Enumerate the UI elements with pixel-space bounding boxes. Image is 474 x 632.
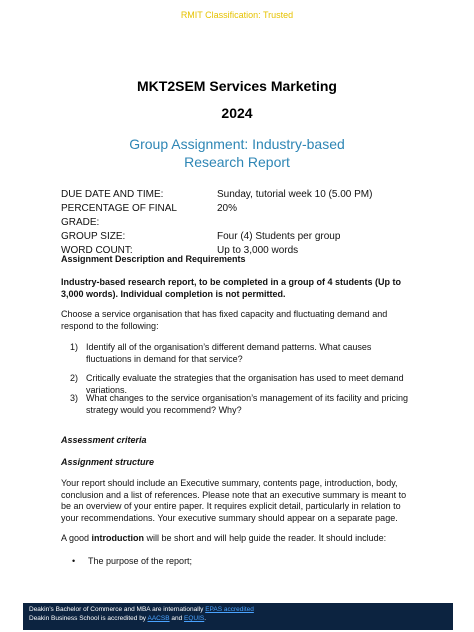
intro-sentence-bold: introduction — [91, 533, 145, 543]
detail-label: WORD COUNT: — [61, 245, 133, 256]
footer-bar — [23, 603, 453, 630]
footer-line-1 — [29, 605, 447, 614]
detail-row-percentage — [61, 202, 421, 230]
footer-text: Deakin’s Bachelor of Commerce and MBA are internationally — [29, 606, 206, 613]
assessment-criteria-heading: Assessment criteria — [61, 435, 147, 445]
detail-row-due-date — [61, 188, 421, 202]
question-number: 2) — [70, 373, 79, 383]
bullet-icon: • — [72, 556, 76, 566]
question-number: 3) — [70, 393, 79, 403]
intro-sentence-after: will be short and will help guide the reader. It should include: — [144, 533, 387, 543]
question-text: Critically evaluate the strategies that the organisation has used to meet demand variations. — [86, 373, 404, 395]
assignment-structure-heading: Assignment structure — [61, 457, 155, 467]
course-title: MKT2SEM Services Marketing — [137, 78, 337, 94]
assignment-title-line2: Research Report — [184, 154, 290, 170]
section-heading: Assignment Description and Requirements — [61, 254, 246, 264]
assignment-details — [61, 188, 421, 258]
detail-value: Four (4) Students per group — [217, 231, 341, 242]
equis-link[interactable]: EQUIS — [184, 615, 205, 622]
structure-paragraph: Your report should include an Executive summary, contents page, introduction, body, conclusion and a list of references. Please note that an executive summary is meant to be an overview of your entire paper. It requires explicit detail, particularly in relation to your recommendations. Your executive summary should appear on a separate page. — [61, 478, 407, 523]
detail-label: PERCENTAGE OF FINAL GRADE: — [61, 203, 177, 228]
question-number: 1) — [70, 342, 79, 352]
aacsb-link[interactable]: AACSB — [147, 615, 170, 622]
footer-line-2 — [29, 614, 447, 623]
bullet-item — [72, 556, 192, 566]
course-year: 2024 — [221, 105, 253, 121]
footer-text: and — [169, 615, 185, 622]
bullet-text: The purpose of the report; — [88, 556, 193, 566]
assignment-title — [0, 135, 474, 171]
question-text: Identify all of the organisation’s different demand patterns. What causes fluctuations in demand for that service? — [86, 342, 372, 364]
assignment-title-line1: Group Assignment: Industry-based — [129, 136, 345, 152]
intro-paragraph: Choose a service organisation that has fixed capacity and fluctuating demand and respond to the following: — [61, 309, 388, 331]
group-requirement-paragraph: Industry-based research report, to be completed in a group of 4 students (Up to 3,000 words). Individual completion is not permitted. — [61, 277, 402, 299]
question-item-1 — [70, 342, 415, 365]
detail-value: 20% — [217, 203, 238, 214]
footer-text: . — [204, 615, 207, 622]
detail-value: Sunday, tutorial week 10 (5.00 PM) — [217, 189, 373, 200]
question-item-3 — [70, 393, 415, 416]
epas-link[interactable]: EPAS accredited — [205, 606, 254, 613]
footer-text: Deakin Business School is accredited by — [29, 615, 148, 622]
intro-sentence-before: A good — [61, 533, 92, 543]
detail-value: Up to 3,000 words — [217, 245, 299, 256]
question-text: What changes to the service organisation’s management of its facility and pricing strategy would you recommend? Why? — [86, 393, 409, 415]
detail-label: DUE DATE AND TIME: — [61, 189, 164, 200]
detail-row-group-size — [61, 230, 421, 244]
detail-label: GROUP SIZE: — [61, 231, 126, 242]
introduction-sentence — [61, 533, 416, 545]
classification-label: RMIT Classification: Trusted — [180, 10, 294, 20]
